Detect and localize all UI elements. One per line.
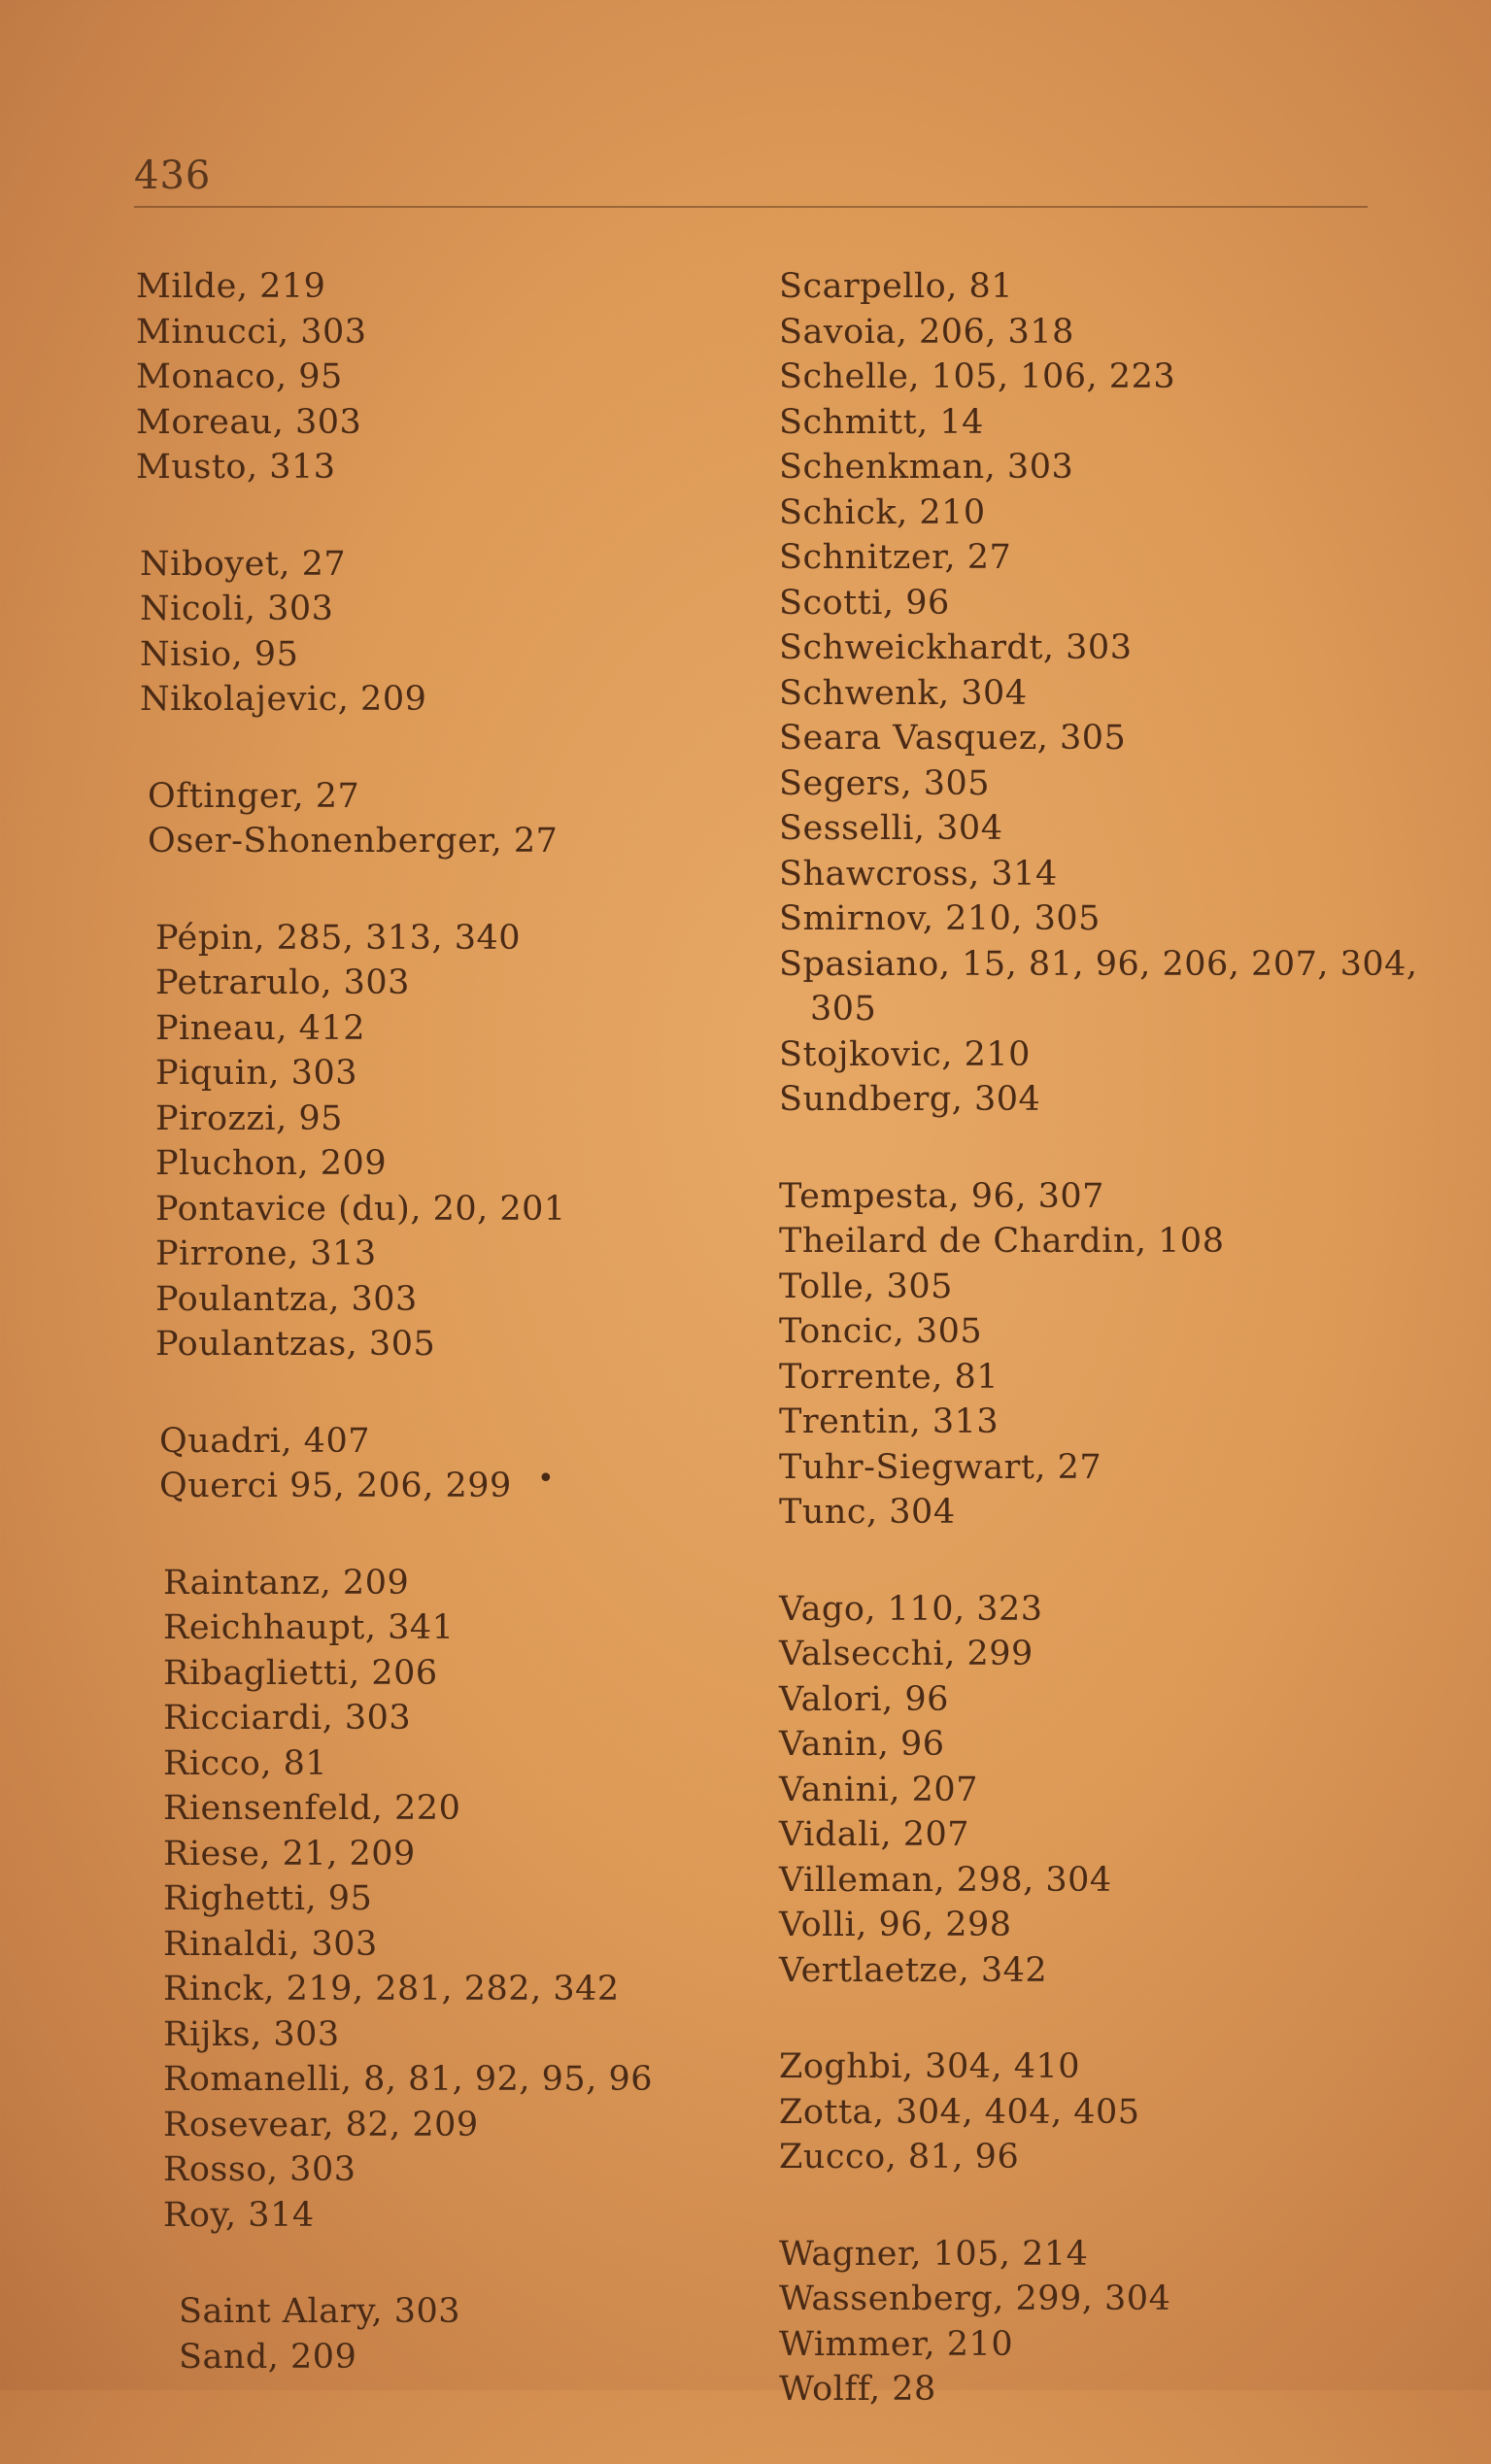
header-rule (134, 206, 1368, 208)
index-entry: Vertlaetze, 342 (779, 1950, 1048, 1990)
index-entry: Poulantza, 303 (155, 1279, 418, 1319)
index-entry: Piquin, 303 (155, 1054, 357, 1093)
index-entry: Minucci, 303 (136, 312, 367, 352)
index-entry: Nicoli, 303 (140, 590, 334, 628)
index-entry: Theilard de Chardin, 108 (779, 1222, 1225, 1261)
index-entry: Segers, 305 (779, 763, 991, 803)
index-entry: Tempesta, 96, 307 (779, 1176, 1104, 1216)
index-letter-group (779, 1587, 1381, 1994)
index-entry: Stojkovic, 210 (779, 1034, 1031, 1074)
index-entry: Zotta, 304, 404, 405 (779, 2092, 1140, 2132)
index-entry: Rijks, 303 (163, 2014, 340, 2054)
index-entry: Sand, 209 (179, 2337, 357, 2377)
index-letter-group (136, 2289, 738, 2380)
index-entry: Reichhaupt, 341 (163, 1608, 455, 1647)
index-entry: Schenkman, 303 (779, 448, 1074, 487)
index-entry: Pirozzi, 95 (155, 1098, 343, 1138)
index-entry: Smirnov, 210, 305 (779, 899, 1101, 938)
index-entry: Tuhr-Siegwart, 27 (779, 1447, 1102, 1487)
index-entry: Pirrone, 313 (155, 1234, 377, 1273)
index-entry: Pineau, 412 (155, 1008, 365, 1048)
index-entry: Ribaglietti, 206 (163, 1653, 438, 1693)
index-entry: Zoghbi, 304, 410 (779, 2047, 1081, 2086)
page-number: 436 (134, 153, 212, 198)
index-entry: Zucco, 81, 96 (779, 2138, 1020, 2177)
index-entry: Vidali, 207 (779, 1815, 970, 1854)
index-entry: Rosso, 303 (163, 2150, 356, 2189)
index-letter-group (136, 1561, 738, 2239)
index-entry: Wimmer, 210 (779, 2324, 1014, 2364)
index-entry: Nisio, 95 (140, 634, 299, 674)
index-entry: Saint Alary, 303 (179, 2292, 461, 2331)
index-entry: Torrente, 81 (779, 1357, 999, 1397)
index-entry: Monaco, 95 (136, 357, 343, 396)
index-entry: Riensenfeld, 220 (163, 1789, 461, 1828)
index-entry: Oser-Shonenberger, 27 (148, 822, 559, 861)
index-entry: Valsecchi, 299 (779, 1635, 1034, 1673)
index-entry: Schnitzer, 27 (779, 538, 1012, 577)
index-entry: Tunc, 304 (779, 1493, 956, 1532)
index-entry: Schweickhardt, 303 (779, 628, 1133, 667)
index-entry: 305 (810, 990, 877, 1029)
index-entry: Trentin, 313 (779, 1402, 1000, 1441)
index-letter-group (136, 916, 738, 1367)
index-letter-group (136, 1419, 738, 1509)
index-column-right (779, 264, 1418, 2464)
index-letter-group (136, 774, 738, 864)
index-entry: Vanin, 96 (779, 1725, 945, 1764)
stray-mark: • (537, 1462, 555, 1496)
index-entry: Tolle, 305 (779, 1266, 953, 1306)
index-entry: Scarpello, 81 (779, 267, 1014, 306)
index-entry: Nikolajevic, 209 (140, 680, 427, 719)
index-entry: Querci 95, 206, 299 (159, 1467, 512, 1505)
index-entry: Rinaldi, 303 (163, 1924, 378, 1964)
index-column-left (136, 264, 738, 2431)
index-entry: Schwenk, 304 (779, 673, 1028, 713)
index-entry: Riese, 21, 209 (163, 1834, 416, 1873)
index-entry: Romanelli, 8, 81, 92, 95, 96 (163, 2060, 653, 2099)
index-entry: Villeman, 298, 304 (779, 1860, 1112, 1900)
index-letter-group (779, 2232, 1381, 2413)
index-entry: Pépin, 285, 313, 340 (155, 918, 521, 958)
index-entry: Moreau, 303 (136, 402, 362, 442)
index-entry: Wolff, 28 (779, 2370, 936, 2409)
index-entry: Sesselli, 304 (779, 809, 1003, 848)
index-entry: Raintanz, 209 (163, 1563, 410, 1603)
index-entry: Wagner, 105, 214 (779, 2234, 1089, 2274)
index-entry: Vago, 110, 323 (779, 1589, 1043, 1629)
index-entry: Scotti, 96 (779, 583, 950, 623)
index-entry: Volli, 96, 298 (779, 1906, 1012, 1944)
index-entry: Ricciardi, 303 (163, 1699, 412, 1738)
index-entry: Sundberg, 304 (779, 1080, 1041, 1119)
index-letter-group (136, 264, 738, 490)
index-entry: Seara Vasquez, 305 (779, 719, 1127, 758)
index-entry: Spasiano, 15, 81, 96, 206, 207, 304, (779, 944, 1418, 984)
index-letter-group (779, 264, 1418, 1123)
index-letter-group (779, 2044, 1381, 2180)
index-entry: Wassenberg, 299, 304 (779, 2279, 1171, 2318)
index-entry: Poulantzas, 305 (155, 1325, 436, 1364)
index-letter-group (136, 542, 738, 723)
index-entry: Oftinger, 27 (148, 776, 360, 816)
index-entry: Toncic, 305 (779, 1312, 983, 1351)
index-entry: Musto, 313 (136, 448, 336, 487)
index-entry: Schick, 210 (779, 492, 986, 532)
index-entry: Schmitt, 14 (779, 402, 984, 442)
index-entry: Ricco, 81 (163, 1743, 328, 1783)
index-entry: Milde, 219 (136, 267, 326, 306)
index-entry: Niboyet, 27 (140, 544, 347, 584)
index-entry: Savoia, 206, 318 (779, 312, 1074, 352)
index-entry: Vanini, 207 (779, 1770, 978, 1809)
index-entry: Roy, 314 (163, 2195, 315, 2235)
index-entry: Shawcross, 314 (779, 854, 1058, 894)
index-entry: Quadri, 407 (159, 1421, 370, 1461)
index-entry: Pontavice (du), 20, 201 (155, 1189, 566, 1229)
index-entry: Rosevear, 82, 209 (163, 2105, 479, 2144)
index-letter-group (779, 1174, 1381, 1536)
index-entry: Valori, 96 (779, 1679, 949, 1719)
index-entry: Pluchon, 209 (155, 1144, 388, 1183)
index-entry: Rinck, 219, 281, 282, 342 (163, 1970, 620, 2008)
index-entry: Schelle, 105, 106, 223 (779, 357, 1176, 396)
index-entry: Petrarulo, 303 (155, 963, 410, 1002)
index-entry: Righetti, 95 (163, 1879, 373, 1918)
